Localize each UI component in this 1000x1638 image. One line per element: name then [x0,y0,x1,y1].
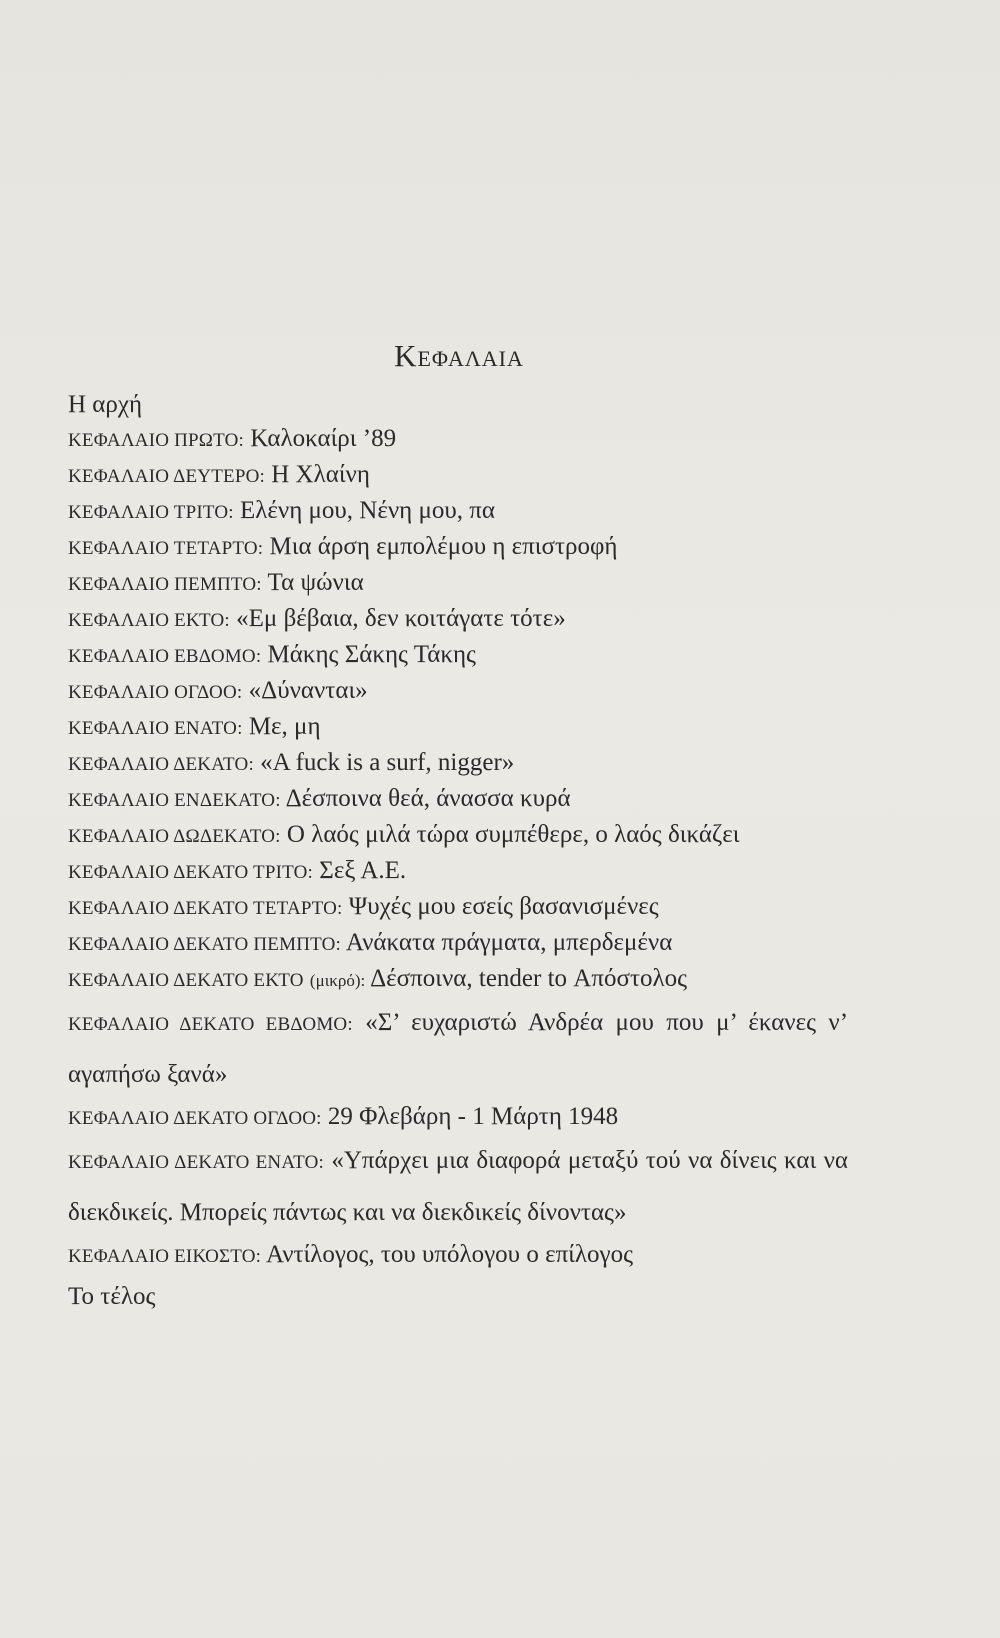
chapter-title: 29 Φλεβάρη - 1 Μάρτη 1948 [327,1103,619,1130]
chapter-label: ΚΕΦΑΛΑΙΟ ΔΕΚΑΤΟ ΤΕΤΑΡΤΟ: [68,898,343,919]
chapter-title: Τα ψώνια [267,569,364,596]
toc-entry [68,782,948,818]
toc-entry [68,1100,948,1136]
chapter-title: Ψυχές μου εσείς βασανισμένες [348,893,659,920]
chapter-title: Μάκης Σάκης Τάκης [267,641,476,668]
chapter-label: ΚΕΦΑΛΑΙΟ ΔΕΚΑΤΟ ΕΝΑΤΟ: [68,1152,325,1173]
chapter-title: «Δύνανται» [248,677,368,704]
chapter-label: ΚΕΦΑΛΑΙΟ ΔΕΥΤΕΡΟ: [68,466,265,487]
toc-entry [68,422,948,458]
chapter-title: Δέσποινα, tender to Απόστολος [370,965,688,992]
toc-entry [68,494,948,530]
chapter-title: Αντίλογος, του υπόλογου ο επίλογος [266,1241,633,1268]
chapter-label: ΚΕΦΑΛΑΙΟ ΔΕΚΑΤΟ ΠΕΜΠΤΟ: [68,934,341,955]
toc-entry [68,926,948,962]
chapter-title: «Εμ βέβαια, δεν κοιτάγατε τότε» [236,605,566,632]
chapter-label: ΚΕΦΑΛΑΙΟ ΔΕΚΑΤΟ ΕΒΔΟΜΟ: [68,1014,353,1035]
chapter-title: Σεξ Α.Ε. [319,857,407,884]
chapter-title: «Σ’ ευχαριστώ Ανδρέα μου που μ’ έκανες ν’ αγαπήσω ξανά» [68,1009,849,1088]
toc-entry [68,602,948,638]
chapter-note: (μικρό): [309,971,366,990]
table-of-contents [68,388,948,1314]
chapter-title: Ο λαός μιλά τώρα συμπέθερε, ο λαός δικάζει [286,821,740,848]
chapter-label: ΚΕΦΑΛΑΙΟ ΕΒΔΟΜΟ: [68,646,262,667]
chapter-title: «A fuck is a surf, nigger» [260,749,515,776]
chapter-label: ΚΕΦΑΛΑΙΟ ΤΡΙΤΟ: [68,502,234,523]
chapter-title: Καλοκαίρι ’89 [250,425,397,452]
chapter-label: ΚΕΦΑΛΑΙΟ ΤΕΤΑΡΤΟ: [68,538,264,559]
toc-entry [68,1136,848,1238]
chapter-title: Ελένη μου, Νένη μου, πα [240,497,495,524]
chapter-title: Δέσποινα θεά, άνασσα κυρά [285,785,571,812]
toc-entry [68,530,948,566]
toc-intro: Η αρχή [68,391,143,418]
chapter-label: ΚΕΦΑΛΑΙΟ ΠΕΜΠΤΟ: [68,574,262,595]
chapter-label: ΚΕΦΑΛΑΙΟ ΕΝΑΤΟ: [68,718,243,739]
chapter-label: ΚΕΦΑΛΑΙΟ ΔΕΚΑΤΟ ΕΚΤΟ [68,970,304,991]
toc-entry [68,962,948,998]
toc-entry [68,710,948,746]
toc-entry [68,674,948,710]
chapter-title: Μια άρση εμπολέμου η επιστροφή [269,533,618,560]
toc-entry [68,458,948,494]
toc-entry [68,998,848,1100]
chapter-title: Ανάκατα πράγματα, μπερδεμένα [345,929,673,956]
chapter-label: ΚΕΦΑΛΑΙΟ ΟΓΔΟΟ: [68,682,243,703]
toc-entry [68,854,948,890]
chapter-label: ΚΕΦΑΛΑΙΟ ΕΝΔΕΚΑΤΟ: [68,790,281,811]
chapter-label: ΚΕΦΑΛΑΙΟ ΔΕΚΑΤΟ ΤΡΙΤΟ: [68,862,314,883]
chapter-label: ΚΕΦΑΛΑΙΟ ΕΙΚΟΣΤΟ: [68,1246,262,1267]
toc-entry [68,890,948,926]
page-title: Κεφαλαια [394,338,524,373]
toc-entry [68,818,948,854]
toc-outro: Το τέλος [68,1283,156,1310]
chapter-label: ΚΕΦΑΛΑΙΟ ΠΡΩΤΟ: [68,430,244,451]
chapter-title: «Υπάρχει μια διαφορά μεταξύ τού να δίνεις και να διεκδικείς. Μπορείς πάντως και να διεκδικείς δίνοντας» [68,1147,849,1226]
chapter-label: ΚΕΦΑΛΑΙΟ ΔΕΚΑΤΟ ΟΓΔΟΟ: [68,1108,322,1129]
toc-entry [68,566,948,602]
chapter-label: ΚΕΦΑΛΑΙΟ ΕΚΤΟ: [68,610,230,631]
chapter-label: ΚΕΦΑΛΑΙΟ ΔΩΔΕΚΑΤΟ: [68,826,281,847]
toc-entry [68,746,948,782]
chapter-label: ΚΕΦΑΛΑΙΟ ΔΕΚΑΤΟ: [68,754,254,775]
chapter-title: Με, μη [248,713,321,740]
toc-entry [68,638,948,674]
toc-entry [68,1238,948,1274]
chapter-title: Η Χλαίνη [271,461,370,488]
